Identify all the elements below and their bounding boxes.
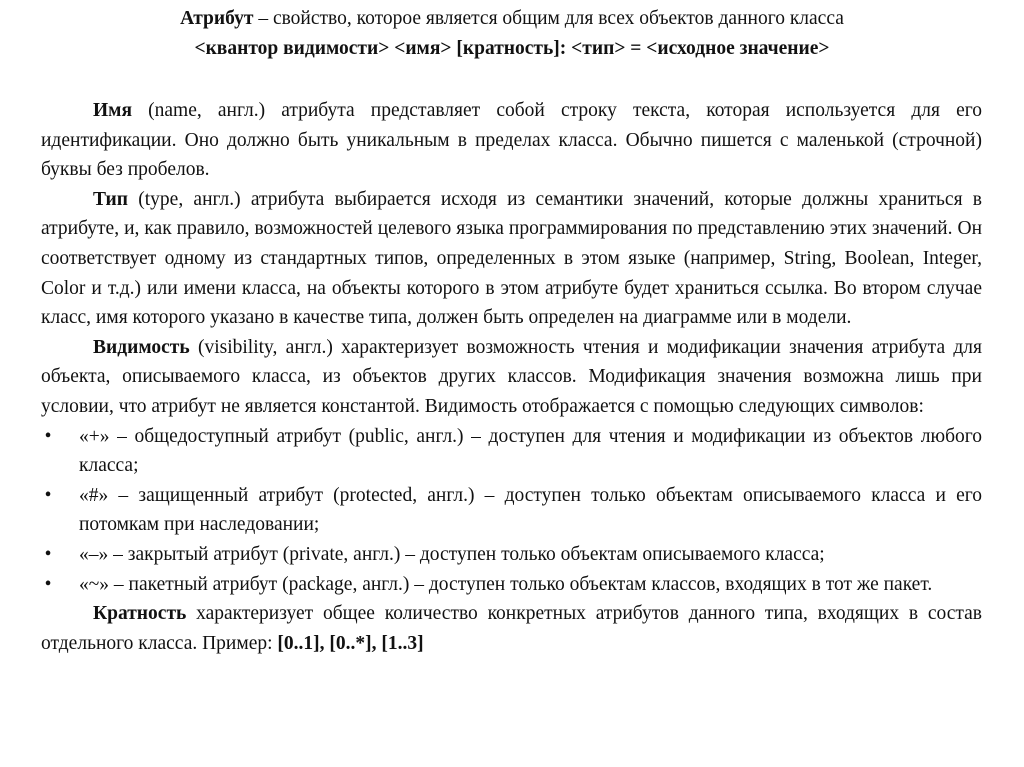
list-item [41, 481, 982, 540]
type-text: (type, англ.) атрибута выбирается исходя из семантики значений, которые должны храниться в атрибуте, и, как правило, возможностей целевого языка программирования по представлению этих значений. Он соответствует одному из стандартных типов, определенных в этом языке (например, String, Boolean, Integer, Color и т.д.) или имени класса, на объекты которого в этом атрибуте будет храниться ссылка. Во втором случае класс, имя которого указано в качестве типа, должен быть определен на диаграмме или в модели. [41, 188, 982, 329]
attribute-term: Атрибут [180, 8, 254, 29]
name-term: Имя [93, 100, 132, 121]
list-item [41, 540, 982, 570]
bullet-icon: • [44, 573, 52, 595]
visibility-text: (visibility, англ.) характеризует возможность чтения и модификации значения атрибута для объекта, описываемого класса, из объектов других классов. Модификация значения возможна лишь при условии, что атрибут не является константой. Видимость отображается с помощью следующих символов: [41, 336, 982, 417]
visibility-paragraph [41, 333, 982, 422]
multiplicity-example: [0..1], [0..*], [1..3] [277, 632, 424, 654]
bullet-icon: • [44, 484, 52, 506]
type-paragraph [41, 185, 982, 333]
list-item [41, 422, 982, 481]
list-item-text: «–» – закрытый атрибут (private, англ.) – доступен только объектам описываемого класса; [79, 543, 825, 565]
multiplicity-paragraph [41, 599, 982, 658]
attribute-definition [0, 6, 1024, 32]
list-item-text: «+» – общедоступный атрибут (public, англ.) – доступен для чтения и модификации из объектов любого класса; [79, 425, 982, 477]
name-paragraph [41, 96, 982, 185]
multiplicity-text: характеризует общее количество конкретных атрибутов данного типа, входящих в состав отдельного класса. Пример: [41, 603, 982, 654]
document-body [41, 96, 982, 658]
name-text: (name, англ.) атрибута представляет собой строку текста, которая используется для его идентификации. Оно должно быть уникальным в пределах класса. Обычно пишется с маленькой (строчной) буквы без пробелов. [41, 100, 982, 181]
multiplicity-term: Кратность [93, 603, 187, 625]
bullet-icon: • [44, 543, 52, 565]
visibility-term: Видимость [93, 336, 190, 358]
list-item [41, 570, 982, 600]
attribute-definition-text: – свойство, которое является общим для всех объектов данного класса [253, 8, 844, 29]
list-item-text: «~» – пакетный атрибут (package, англ.) – доступен только объектам классов, входящих в тот же пакет. [79, 573, 933, 595]
type-term: Тип [93, 188, 128, 210]
bullet-icon: • [44, 425, 52, 447]
visibility-list [41, 422, 982, 600]
attribute-syntax: <квантор видимости> <имя> [кратность]: <тип> = <исходное значение> [194, 38, 830, 59]
list-item-text: «#» – защищенный атрибут (protected, англ.) – доступен только объектам описываемого класса и его потомкам при наследовании; [79, 484, 982, 536]
